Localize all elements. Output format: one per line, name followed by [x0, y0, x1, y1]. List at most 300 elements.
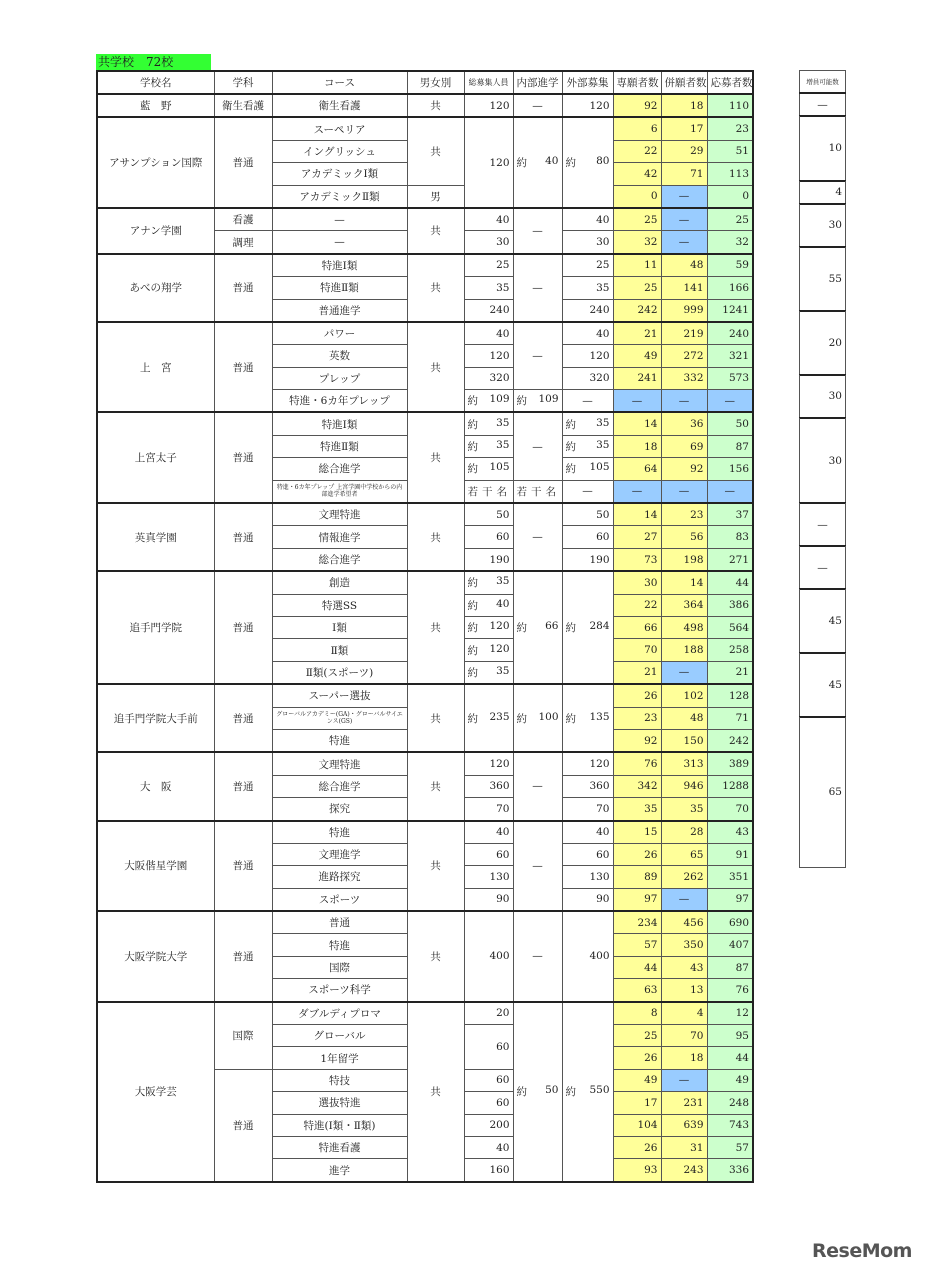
senkan-count: 25: [613, 1025, 661, 1047]
approx-value: [468, 575, 510, 590]
course-name: 特進: [272, 729, 407, 752]
school-name: 大阪偕星学園: [97, 821, 214, 912]
approx-value: [517, 1084, 559, 1099]
applicant-count: 57: [707, 1136, 753, 1158]
external-capacity: —: [562, 480, 613, 503]
applicant-count: 113: [707, 163, 753, 185]
external-capacity: 90: [562, 888, 613, 911]
school-name: 英真学園: [97, 503, 214, 571]
total-capacity: [464, 571, 513, 594]
gender: 共: [407, 821, 464, 912]
course-name: 普通進学: [272, 299, 407, 322]
heigan-count: 35: [661, 798, 707, 821]
external-capacity: [562, 117, 613, 208]
value-number: 40: [496, 597, 510, 610]
senkan-count: 92: [613, 729, 661, 752]
increase-capacity: 30: [800, 204, 846, 247]
course-name: プレップ: [272, 367, 407, 389]
increase-capacity: —: [800, 503, 846, 546]
heigan-count: 48: [661, 707, 707, 729]
senkan-count: 104: [613, 1114, 661, 1136]
heigan-count: —: [661, 888, 707, 911]
increase-capacity: 65: [800, 717, 846, 867]
value-number: 100: [538, 710, 559, 723]
senkan-count: 22: [613, 140, 661, 162]
senkan-count: 32: [613, 231, 661, 254]
course-name: 特進: [272, 934, 407, 956]
course-name: アカデミックⅡ類: [272, 185, 407, 208]
value-number: 120: [489, 642, 510, 655]
course-name: 1年留学: [272, 1047, 407, 1069]
applicant-count: 23: [707, 117, 753, 140]
external-capacity: 40: [562, 208, 613, 231]
increase-capacity-table: [799, 70, 846, 868]
increase-capacity: 20: [800, 311, 846, 375]
course-name: —: [272, 208, 407, 231]
applicants-table: [96, 70, 754, 1183]
heigan-count: 14: [661, 571, 707, 594]
gender: 共: [407, 503, 464, 571]
internal-advance: [513, 1002, 562, 1182]
heigan-count: 18: [661, 1047, 707, 1069]
table-row: [97, 117, 753, 140]
senkan-count: 22: [613, 594, 661, 616]
approx-mark: 約: [467, 441, 478, 454]
senkan-count: 49: [613, 1069, 661, 1091]
approx-mark: 約: [565, 1086, 576, 1099]
applicant-count: 336: [707, 1159, 753, 1182]
table-row: [97, 94, 753, 117]
applicant-count: 87: [707, 956, 753, 978]
increase-capacity: —: [800, 93, 846, 116]
approx-value: [468, 417, 510, 432]
approx-value: [566, 417, 610, 432]
total-capacity: [464, 390, 513, 413]
total-capacity: 30: [464, 231, 513, 254]
internal-advance: 若干名: [513, 480, 562, 503]
external-capacity: 40: [562, 821, 613, 844]
approx-value: [517, 620, 559, 635]
senkan-count: 11: [613, 254, 661, 277]
external-capacity: 120: [562, 94, 613, 117]
total-capacity: 40: [464, 208, 513, 231]
gender: 共: [407, 117, 464, 185]
internal-advance: —: [513, 254, 562, 322]
senkan-count: 342: [613, 775, 661, 797]
total-capacity: 60: [464, 1092, 513, 1114]
course-name: 文理特進: [272, 752, 407, 775]
course-name: 文理特進: [272, 503, 407, 526]
applicant-count: 240: [707, 322, 753, 345]
course-name: 特進・6カ年プレップ 上宮学園中学校からの内部進学希望者: [272, 480, 407, 503]
department: 普通: [214, 752, 272, 820]
course-name: 特進: [272, 821, 407, 844]
value-number: 109: [489, 393, 510, 406]
course-name: 特進Ⅱ類: [272, 277, 407, 299]
department: 普通: [214, 254, 272, 322]
senkan-count: 234: [613, 911, 661, 934]
senkan-count: 8: [613, 1002, 661, 1025]
value-number: 235: [489, 710, 510, 723]
approx-mark: 約: [467, 644, 478, 657]
gender: 共: [407, 208, 464, 254]
senkan-count: 25: [613, 277, 661, 299]
heigan-count: —: [661, 480, 707, 503]
applicant-count: 386: [707, 594, 753, 616]
department: 調理: [214, 231, 272, 254]
course-name: スーペリア: [272, 117, 407, 140]
gender: 共: [407, 254, 464, 322]
header-row: [97, 71, 753, 94]
department: 普通: [214, 322, 272, 413]
course-name: アカデミックⅠ類: [272, 163, 407, 185]
applicant-count: 743: [707, 1114, 753, 1136]
senkan-count: 21: [613, 661, 661, 684]
total-capacity: 25: [464, 254, 513, 277]
heigan-count: 29: [661, 140, 707, 162]
senkan-count: 26: [613, 843, 661, 865]
course-name: イングリッシュ: [272, 140, 407, 162]
gender: 共: [407, 94, 464, 117]
approx-mark: 約: [467, 577, 478, 590]
external-capacity: 25: [562, 254, 613, 277]
total-capacity: 400: [464, 911, 513, 1002]
applicant-count: 12: [707, 1002, 753, 1025]
applicant-count: 564: [707, 616, 753, 638]
heigan-count: —: [661, 185, 707, 208]
applicant-count: 44: [707, 571, 753, 594]
external-capacity: 130: [562, 866, 613, 888]
external-capacity: 120: [562, 345, 613, 367]
total-capacity: 若干名: [464, 480, 513, 503]
table-row: [97, 821, 753, 844]
senkan-count: 21: [613, 322, 661, 345]
increase-capacity: 10: [800, 116, 846, 180]
approx-mark: 約: [467, 463, 478, 476]
internal-advance: —: [513, 821, 562, 912]
school-name: 藍 野: [97, 94, 214, 117]
applicant-count: 0: [707, 185, 753, 208]
external-capacity: 40: [562, 322, 613, 345]
header-internal: 内部進学: [513, 71, 562, 94]
approx-value: [468, 620, 510, 635]
senkan-count: 26: [613, 1136, 661, 1158]
internal-advance: —: [513, 503, 562, 571]
senkan-count: 26: [613, 1047, 661, 1069]
approx-mark: 約: [516, 712, 527, 725]
gender: 共: [407, 752, 464, 820]
heigan-count: 498: [661, 616, 707, 638]
increase-capacity: 30: [800, 418, 846, 504]
header-dept: 学科: [214, 71, 272, 94]
value-number: 550: [589, 1084, 610, 1097]
heigan-count: 28: [661, 821, 707, 844]
increase-capacity: —: [800, 546, 846, 589]
heigan-count: 639: [661, 1114, 707, 1136]
approx-value: [517, 711, 559, 726]
department: 普通: [214, 117, 272, 208]
value-number: 35: [496, 664, 510, 677]
approx-mark: 約: [467, 599, 478, 612]
approx-value: [468, 461, 510, 476]
total-capacity: 20: [464, 1002, 513, 1025]
approx-value: [566, 620, 610, 635]
school-name: 大阪学芸: [97, 1002, 214, 1182]
increase-capacity: 30: [800, 375, 846, 418]
total-capacity: 120: [464, 345, 513, 367]
applicant-count: 271: [707, 548, 753, 571]
heigan-count: 69: [661, 435, 707, 457]
applicant-count: 21: [707, 661, 753, 684]
course-name: 総合進学: [272, 458, 407, 480]
internal-advance: —: [513, 412, 562, 480]
gender: 共: [407, 412, 464, 503]
header-course: コース: [272, 71, 407, 94]
total-capacity: [464, 594, 513, 616]
internal-advance: [513, 684, 562, 752]
approx-value: [566, 1084, 610, 1099]
approx-mark: 約: [516, 157, 527, 170]
course-name: 特進Ⅱ類: [272, 435, 407, 457]
value-number: 109: [538, 393, 559, 406]
heigan-count: 150: [661, 729, 707, 752]
heigan-count: 92: [661, 458, 707, 480]
heigan-count: 243: [661, 1159, 707, 1182]
applicant-count: 690: [707, 911, 753, 934]
course-name: 普通: [272, 911, 407, 934]
senkan-count: 57: [613, 934, 661, 956]
external-capacity: [562, 1002, 613, 1182]
approx-mark: 約: [467, 622, 478, 635]
applicant-count: 110: [707, 94, 753, 117]
senkan-count: 93: [613, 1159, 661, 1182]
heigan-count: —: [661, 390, 707, 413]
senkan-count: 64: [613, 458, 661, 480]
approx-mark: 約: [516, 1086, 527, 1099]
internal-advance: —: [513, 911, 562, 1002]
approx-mark: 約: [565, 463, 576, 476]
approx-value: [468, 439, 510, 454]
course-name: 創造: [272, 571, 407, 594]
table-row: [97, 684, 753, 707]
total-capacity: 190: [464, 548, 513, 571]
total-capacity: [464, 458, 513, 480]
table-row: [97, 571, 753, 594]
total-capacity: [464, 616, 513, 638]
applicant-count: 242: [707, 729, 753, 752]
heigan-count: 350: [661, 934, 707, 956]
approx-mark: 約: [565, 441, 576, 454]
applicant-count: 321: [707, 345, 753, 367]
heigan-count: 18: [661, 94, 707, 117]
school-name: 追手門学院大手前: [97, 684, 214, 752]
internal-advance: [513, 390, 562, 413]
internal-advance: [513, 117, 562, 208]
heigan-count: 17: [661, 117, 707, 140]
applicant-count: 25: [707, 208, 753, 231]
total-capacity: [464, 412, 513, 435]
approx-mark: 約: [467, 666, 478, 679]
value-number: 35: [596, 416, 610, 429]
table-row: [97, 911, 753, 934]
external-capacity: 190: [562, 548, 613, 571]
senkan-count: 70: [613, 639, 661, 661]
department: 国際: [214, 1002, 272, 1070]
heigan-count: 364: [661, 594, 707, 616]
senkan-count: 241: [613, 367, 661, 389]
department: 普通: [214, 1069, 272, 1181]
senkan-count: 14: [613, 412, 661, 435]
heigan-count: 102: [661, 684, 707, 707]
applicant-count: 1241: [707, 299, 753, 322]
increase-capacity: 4: [800, 181, 846, 204]
heigan-count: 70: [661, 1025, 707, 1047]
total-capacity: 200: [464, 1114, 513, 1136]
external-capacity: [562, 458, 613, 480]
heigan-count: 4: [661, 1002, 707, 1025]
approx-value: [566, 155, 610, 170]
external-capacity: 50: [562, 503, 613, 526]
senkan-count: 89: [613, 866, 661, 888]
department: 看護: [214, 208, 272, 231]
table-row: [97, 412, 753, 435]
external-capacity: 400: [562, 911, 613, 1002]
value-number: 50: [545, 1084, 559, 1097]
approx-value: [468, 598, 510, 613]
school-name: 大阪学院大学: [97, 911, 214, 1002]
external-capacity: 120: [562, 752, 613, 775]
external-capacity: 60: [562, 843, 613, 865]
applicant-count: 87: [707, 435, 753, 457]
approx-mark: 約: [516, 395, 527, 408]
course-name: 進路探究: [272, 866, 407, 888]
course-name: 探究: [272, 798, 407, 821]
heigan-count: 456: [661, 911, 707, 934]
heigan-count: 313: [661, 752, 707, 775]
applicant-count: 70: [707, 798, 753, 821]
course-name: 総合進学: [272, 775, 407, 797]
approx-value: [517, 155, 559, 170]
value-number: 35: [596, 439, 610, 452]
header-senkan: 専願者数: [613, 71, 661, 94]
applicant-count: 49: [707, 1069, 753, 1091]
value-number: 80: [596, 155, 610, 168]
school-name: あべの翔学: [97, 254, 214, 322]
heigan-count: 65: [661, 843, 707, 865]
school-name: アナン学園: [97, 208, 214, 254]
value-number: 35: [496, 439, 510, 452]
heigan-count: 141: [661, 277, 707, 299]
gender: 男: [407, 185, 464, 208]
side-row: [800, 93, 846, 116]
senkan-count: 49: [613, 345, 661, 367]
course-name: Ⅰ類: [272, 616, 407, 638]
heigan-count: 332: [661, 367, 707, 389]
total-capacity: 90: [464, 888, 513, 911]
total-capacity: 60: [464, 1069, 513, 1091]
senkan-count: 30: [613, 571, 661, 594]
increase-capacity: 45: [800, 589, 846, 653]
gender: 共: [407, 911, 464, 1002]
course-name: 特進看護: [272, 1136, 407, 1158]
applicant-count: 37: [707, 503, 753, 526]
external-capacity: 30: [562, 231, 613, 254]
approx-value: [468, 393, 510, 408]
gender: 共: [407, 684, 464, 752]
total-capacity: 160: [464, 1159, 513, 1182]
value-number: 135: [589, 710, 610, 723]
course-name: Ⅱ類: [272, 639, 407, 661]
course-name: グローバルアカデミー(GA)・グローバルサイエンス(GS): [272, 707, 407, 729]
applicant-count: —: [707, 390, 753, 413]
applicant-count: 351: [707, 866, 753, 888]
total-capacity: [464, 684, 513, 752]
heigan-count: 48: [661, 254, 707, 277]
approx-mark: 約: [565, 418, 576, 431]
school-name: 大 阪: [97, 752, 214, 820]
table-row: [97, 752, 753, 775]
applicant-count: 51: [707, 140, 753, 162]
external-capacity: —: [562, 390, 613, 413]
course-name: 文理進学: [272, 843, 407, 865]
total-capacity: 40: [464, 322, 513, 345]
course-name: スポーツ: [272, 888, 407, 911]
senkan-count: 66: [613, 616, 661, 638]
applicant-count: 32: [707, 231, 753, 254]
approx-value: [566, 461, 610, 476]
department: 衛生看護: [214, 94, 272, 117]
table-row: [97, 503, 753, 526]
total-capacity: 40: [464, 1136, 513, 1158]
heigan-count: 198: [661, 548, 707, 571]
heigan-count: 36: [661, 412, 707, 435]
approx-mark: 約: [467, 418, 478, 431]
course-name: 総合進学: [272, 548, 407, 571]
department: 普通: [214, 911, 272, 1002]
department: 普通: [214, 571, 272, 684]
department: 普通: [214, 412, 272, 503]
external-capacity: 70: [562, 798, 613, 821]
approx-mark: 約: [565, 157, 576, 170]
course-name: 特進・6カ年プレップ: [272, 390, 407, 413]
senkan-count: —: [613, 390, 661, 413]
value-number: 40: [545, 155, 559, 168]
senkan-count: 25: [613, 208, 661, 231]
course-name: —: [272, 231, 407, 254]
header-increase: 増員可能数: [800, 71, 846, 94]
course-name: 進学: [272, 1159, 407, 1182]
external-capacity: [562, 684, 613, 752]
applicant-count: 95: [707, 1025, 753, 1047]
senkan-count: 73: [613, 548, 661, 571]
external-capacity: [562, 412, 613, 435]
heigan-count: 56: [661, 526, 707, 548]
approx-mark: 約: [467, 395, 478, 408]
approx-mark: 約: [516, 622, 527, 635]
applicant-count: 97: [707, 888, 753, 911]
heigan-count: 231: [661, 1092, 707, 1114]
course-name: スポーツ科学: [272, 979, 407, 1002]
applicant-count: 44: [707, 1047, 753, 1069]
total-capacity: 60: [464, 843, 513, 865]
internal-advance: [513, 571, 562, 684]
applicant-count: 156: [707, 458, 753, 480]
total-capacity: 130: [464, 866, 513, 888]
total-capacity: 120: [464, 752, 513, 775]
applicant-count: 76: [707, 979, 753, 1002]
heigan-count: 272: [661, 345, 707, 367]
heigan-count: 999: [661, 299, 707, 322]
